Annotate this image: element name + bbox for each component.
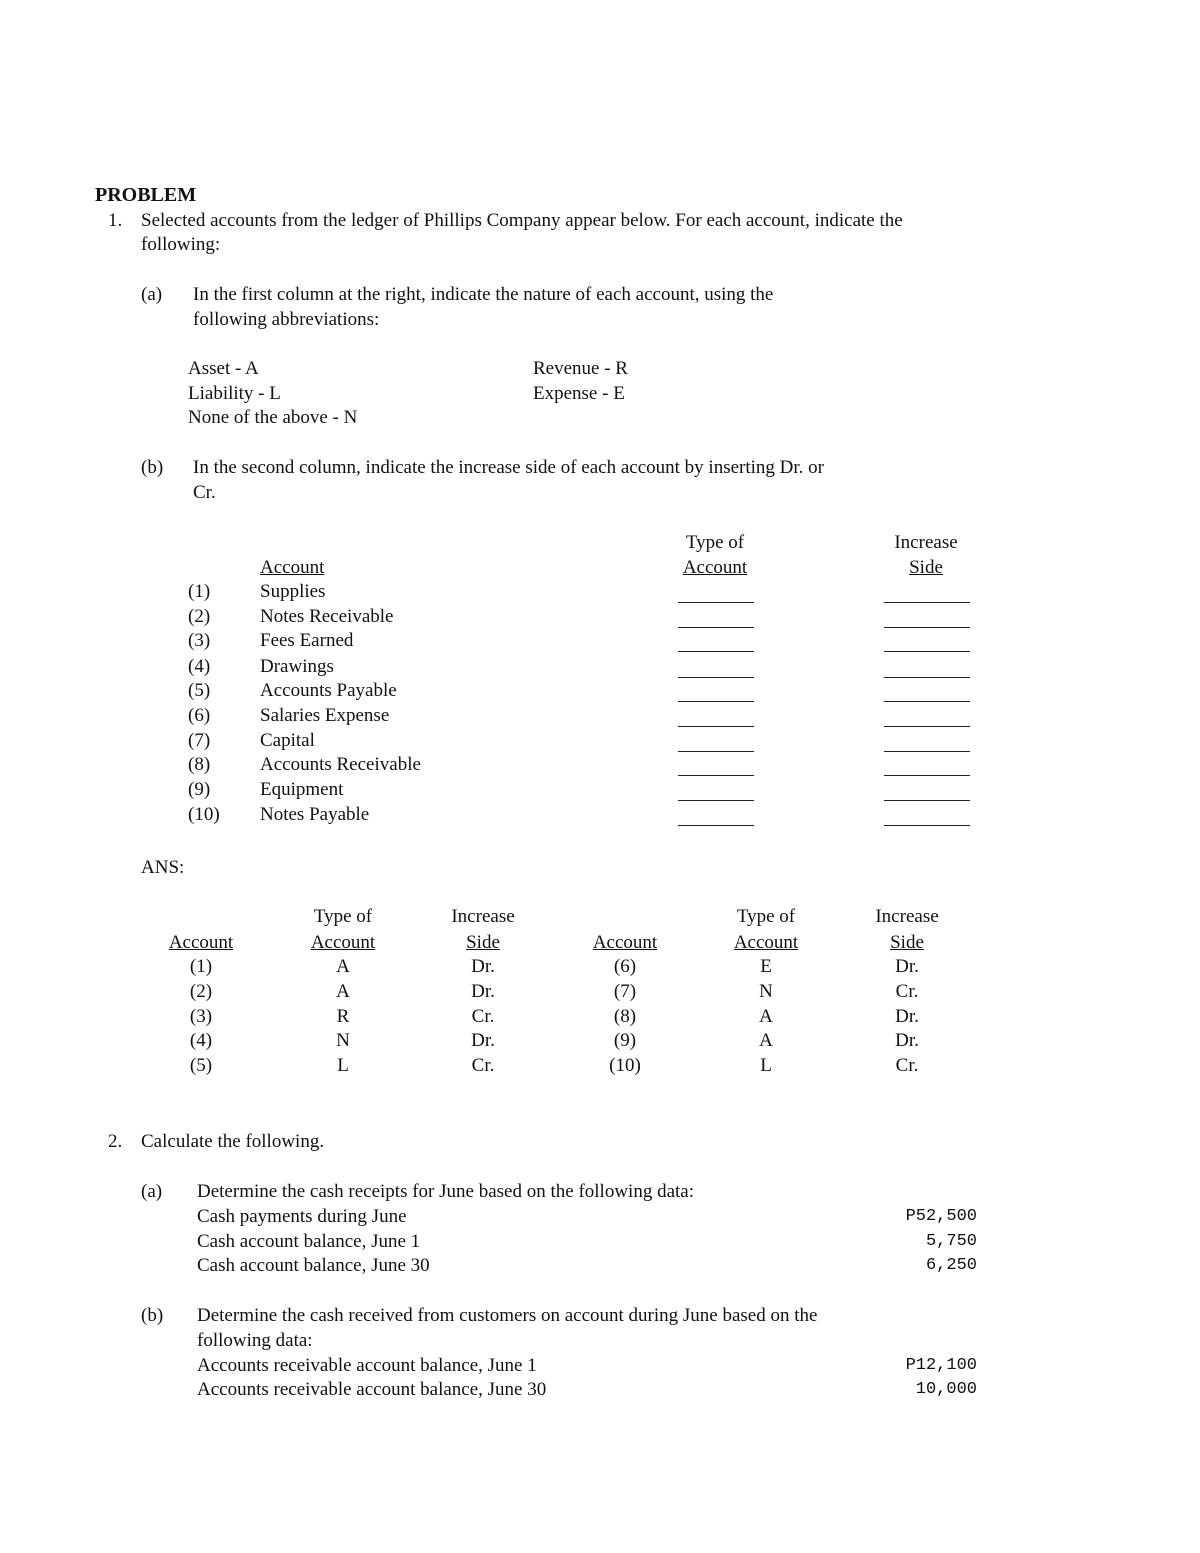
side-answer-blank: [884, 602, 970, 603]
type-answer-blank: [678, 627, 754, 628]
part-a-text-line2: following abbreviations:: [193, 309, 380, 330]
answer-account-number: (7): [613, 981, 637, 1002]
account-number: (3): [188, 630, 211, 651]
problem-1-text-line2: following:: [141, 234, 221, 255]
account-name: Drawings: [260, 656, 334, 677]
answer-account-number: (6): [613, 956, 637, 977]
column-header-increase-line2: Side: [909, 557, 943, 578]
abbr-liability: Liability - L: [188, 383, 281, 404]
part-a-text-line1: In the first column at the right, indicate the nature of each account, using the: [193, 284, 774, 305]
side-answer-blank: [884, 701, 970, 702]
answer-side: Dr.: [471, 981, 495, 1002]
ans-header-type-left-line1: Type of: [313, 906, 373, 927]
answer-account-number: (8): [613, 1006, 637, 1027]
abbr-none: None of the above - N: [188, 407, 358, 428]
answer-account-number: (9): [613, 1030, 637, 1051]
answer-label: ANS:: [141, 857, 185, 878]
type-answer-blank: [678, 602, 754, 603]
account-name: Notes Payable: [260, 804, 370, 825]
data-label: Accounts receivable account balance, June 30: [197, 1379, 547, 1400]
account-name: Accounts Payable: [260, 680, 397, 701]
ans-header-type-right-line1: Type of: [736, 906, 796, 927]
type-answer-blank: [678, 751, 754, 752]
side-answer-blank: [884, 726, 970, 727]
answer-side: Dr.: [895, 1030, 919, 1051]
type-answer-blank: [678, 825, 754, 826]
problem-2-intro: Calculate the following.: [141, 1131, 325, 1152]
side-answer-blank: [884, 651, 970, 652]
column-header-type-line2: Account: [682, 557, 748, 578]
account-name: Accounts Receivable: [260, 754, 421, 775]
p2-part-b-label: (b): [141, 1305, 164, 1326]
answer-type: N: [759, 981, 773, 1002]
answer-type: A: [759, 1030, 773, 1051]
type-answer-blank: [678, 701, 754, 702]
side-answer-blank: [884, 627, 970, 628]
side-answer-blank: [884, 751, 970, 752]
data-label: Accounts receivable account balance, June 1: [197, 1355, 537, 1376]
account-number: (8): [188, 754, 211, 775]
column-header-account: Account: [260, 557, 325, 578]
answer-side: Dr.: [471, 956, 495, 977]
data-value: P52,500: [905, 1207, 977, 1226]
part-b-text-line1: In the second column, indicate the increase side of each account by inserting Dr. or: [193, 457, 824, 478]
abbr-asset: Asset - A: [188, 358, 259, 379]
data-value: P12,100: [905, 1356, 977, 1375]
part-b-text-line2: Cr.: [193, 482, 216, 503]
account-number: (4): [188, 656, 211, 677]
problem-2-number: 2.: [108, 1131, 123, 1152]
answer-side: Dr.: [895, 1006, 919, 1027]
data-value: 6,250: [925, 1256, 977, 1275]
p2-part-b-text-line2: following data:: [197, 1330, 313, 1351]
answer-type: R: [336, 1006, 350, 1027]
answer-account-number: (3): [189, 1006, 213, 1027]
account-name: Notes Receivable: [260, 606, 394, 627]
answer-type: A: [336, 981, 350, 1002]
part-a-label: (a): [141, 284, 163, 305]
ans-header-account-right: Account: [592, 932, 658, 953]
account-name: Capital: [260, 730, 315, 751]
account-number: (7): [188, 730, 211, 751]
account-name: Supplies: [260, 581, 326, 602]
column-header-type-line1: Type of: [685, 532, 745, 553]
account-name: Equipment: [260, 779, 344, 800]
account-number: (9): [188, 779, 211, 800]
answer-account-number: (2): [189, 981, 213, 1002]
type-answer-blank: [678, 800, 754, 801]
answer-side: Cr.: [895, 981, 919, 1002]
type-answer-blank: [678, 775, 754, 776]
abbr-expense: Expense - E: [533, 383, 625, 404]
data-value: 5,750: [925, 1232, 977, 1251]
answer-account-number: (5): [189, 1055, 213, 1076]
data-value: 10,000: [915, 1380, 977, 1399]
type-answer-blank: [678, 726, 754, 727]
account-name: Salaries Expense: [260, 705, 390, 726]
ans-header-increase-left-line1: Increase: [451, 906, 515, 927]
account-number: (2): [188, 606, 211, 627]
problem-1-text-line1: Selected accounts from the ledger of Phillips Company appear below. For each account, indicate the: [141, 210, 903, 231]
ans-header-increase-right-line1: Increase: [875, 906, 939, 927]
account-number: (5): [188, 680, 211, 701]
page-title: PROBLEM: [95, 184, 197, 206]
side-answer-blank: [884, 800, 970, 801]
ans-header-increase-left-line2: Side: [466, 932, 500, 953]
side-answer-blank: [884, 677, 970, 678]
side-answer-blank: [884, 775, 970, 776]
p2-part-a-text: Determine the cash receipts for June based on the following data:: [197, 1181, 694, 1202]
data-label: Cash payments during June: [197, 1206, 407, 1227]
answer-side: Dr.: [895, 956, 919, 977]
answer-side: Cr.: [895, 1055, 919, 1076]
answer-side: Cr.: [471, 1055, 495, 1076]
answer-account-number: (1): [189, 956, 213, 977]
ans-header-type-right-line2: Account: [733, 932, 799, 953]
answer-account-number: (10): [609, 1055, 641, 1076]
ans-header-type-left-line2: Account: [310, 932, 376, 953]
answer-side: Dr.: [471, 1030, 495, 1051]
account-name: Fees Earned: [260, 630, 354, 651]
p2-part-a-label: (a): [141, 1181, 163, 1202]
column-header-increase-line1: Increase: [894, 532, 958, 553]
type-answer-blank: [678, 677, 754, 678]
problem-1-number: 1.: [108, 210, 123, 231]
answer-side: Cr.: [471, 1006, 495, 1027]
ans-header-increase-right-line2: Side: [890, 932, 924, 953]
account-number: (10): [188, 804, 220, 825]
account-number: (1): [188, 581, 211, 602]
answer-type: L: [760, 1055, 772, 1076]
answer-type: E: [760, 956, 772, 977]
type-answer-blank: [678, 651, 754, 652]
ans-header-account-left: Account: [168, 932, 234, 953]
answer-account-number: (4): [189, 1030, 213, 1051]
side-answer-blank: [884, 825, 970, 826]
data-label: Cash account balance, June 1: [197, 1231, 421, 1252]
answer-type: N: [336, 1030, 350, 1051]
account-number: (6): [188, 705, 211, 726]
abbr-revenue: Revenue - R: [533, 358, 628, 379]
data-label: Cash account balance, June 30: [197, 1255, 430, 1276]
answer-type: L: [337, 1055, 349, 1076]
answer-type: A: [759, 1006, 773, 1027]
answer-type: A: [336, 956, 350, 977]
part-b-label: (b): [141, 457, 164, 478]
p2-part-b-text-line1: Determine the cash received from customers on account during June based on the: [197, 1305, 818, 1326]
